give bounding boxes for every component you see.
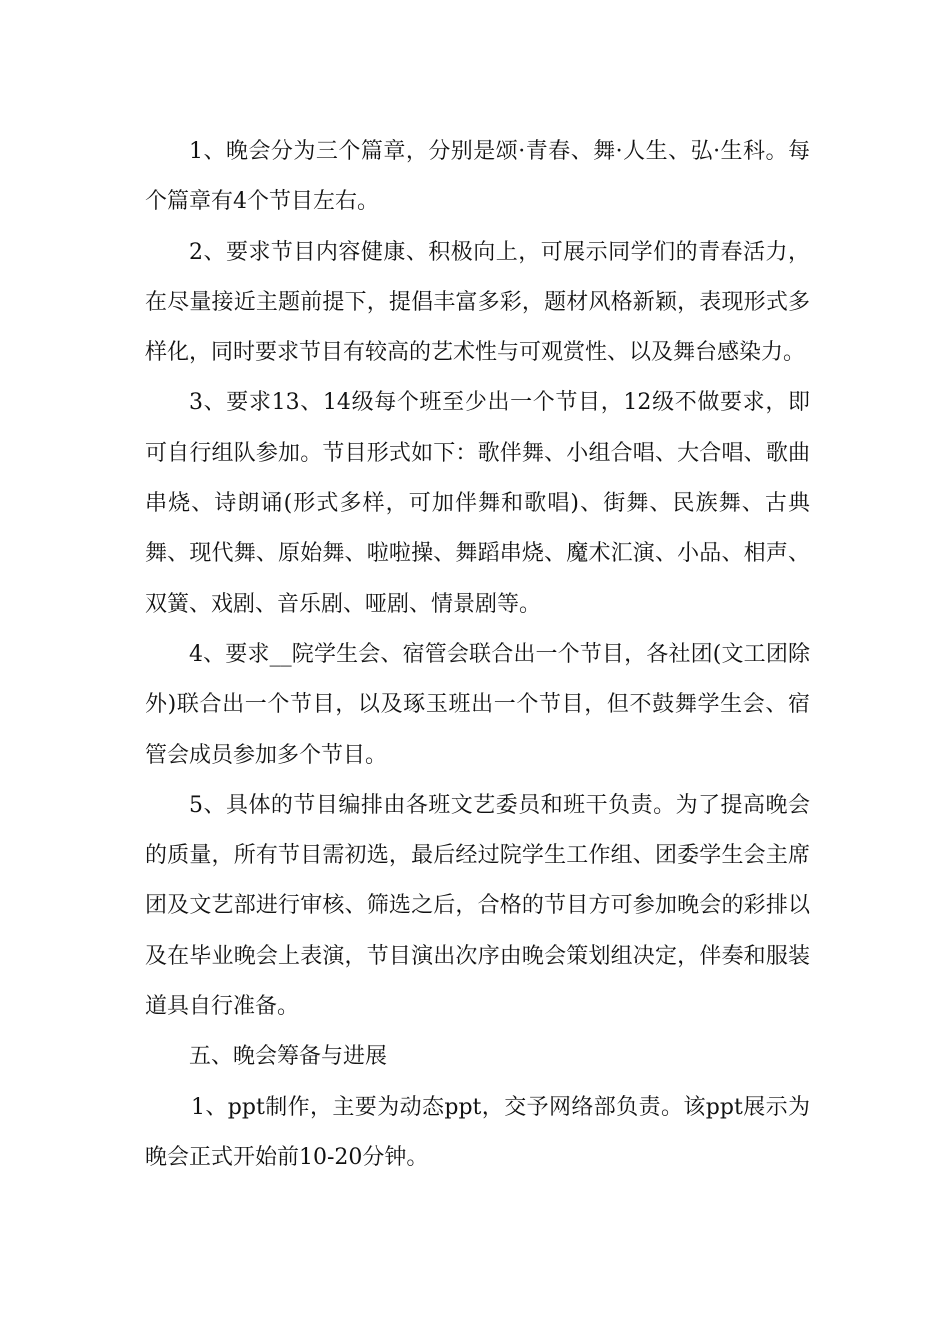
- paragraph-1: 1、晚会分为三个篇章，分别是颂·青春、舞·人生、弘·生科。每个篇章有4个节目左右。: [145, 139, 810, 215]
- paragraph-3: 3、要求13、14级每个班至少出一个节目，12级不做要求，即可自行组队参加。节目形式如下：歌伴舞、小组合唱、大合唱、歌曲串烧、诗朗诵(形式多样，可加伴舞和歌唱)、街舞、民族舞、古典舞、现代舞、原始舞、啦啦操、舞蹈串烧、魔术汇演、小品、相声、双簧、戏剧、音乐剧、哑剧、情景剧等。: [145, 390, 810, 617]
- document-body: [145, 127, 810, 1183]
- paragraph-5: 5、具体的节目编排由各班文艺委员和班干负责。为了提高晚会的质量，所有节目需初选，最后经过院学生工作组、团委学生会主席团及文艺部进行审核、筛选之后，合格的节目方可参加晚会的彩排以及在毕业晚会上表演，节目演出次序由晚会策划组决定，伴奏和服装道具自行准备。: [145, 792, 810, 1020]
- paragraph-6: 1、ppt制作，主要为动态ppt，交予网络部负责。该ppt展示为晚会正式开始前10-20分钟。: [145, 1094, 810, 1170]
- section-heading: 五、晚会筹备与进展: [189, 1044, 388, 1070]
- paragraph-2: 2、要求节目内容健康、积极向上，可展示同学们的青春活力，在尽量接近主题前提下，提倡丰富多彩，题材风格新颖，表现形式多样化，同时要求节目有较高的艺术性与可观赏性、以及舞台感染力。: [145, 239, 810, 366]
- paragraph-4: 4、要求__院学生会、宿管会联合出一个节目，各社团(文工团除外)联合出一个节目，以及琢玉班出一个节目，但不鼓舞学生会、宿管会成员参加多个节目。: [145, 641, 810, 768]
